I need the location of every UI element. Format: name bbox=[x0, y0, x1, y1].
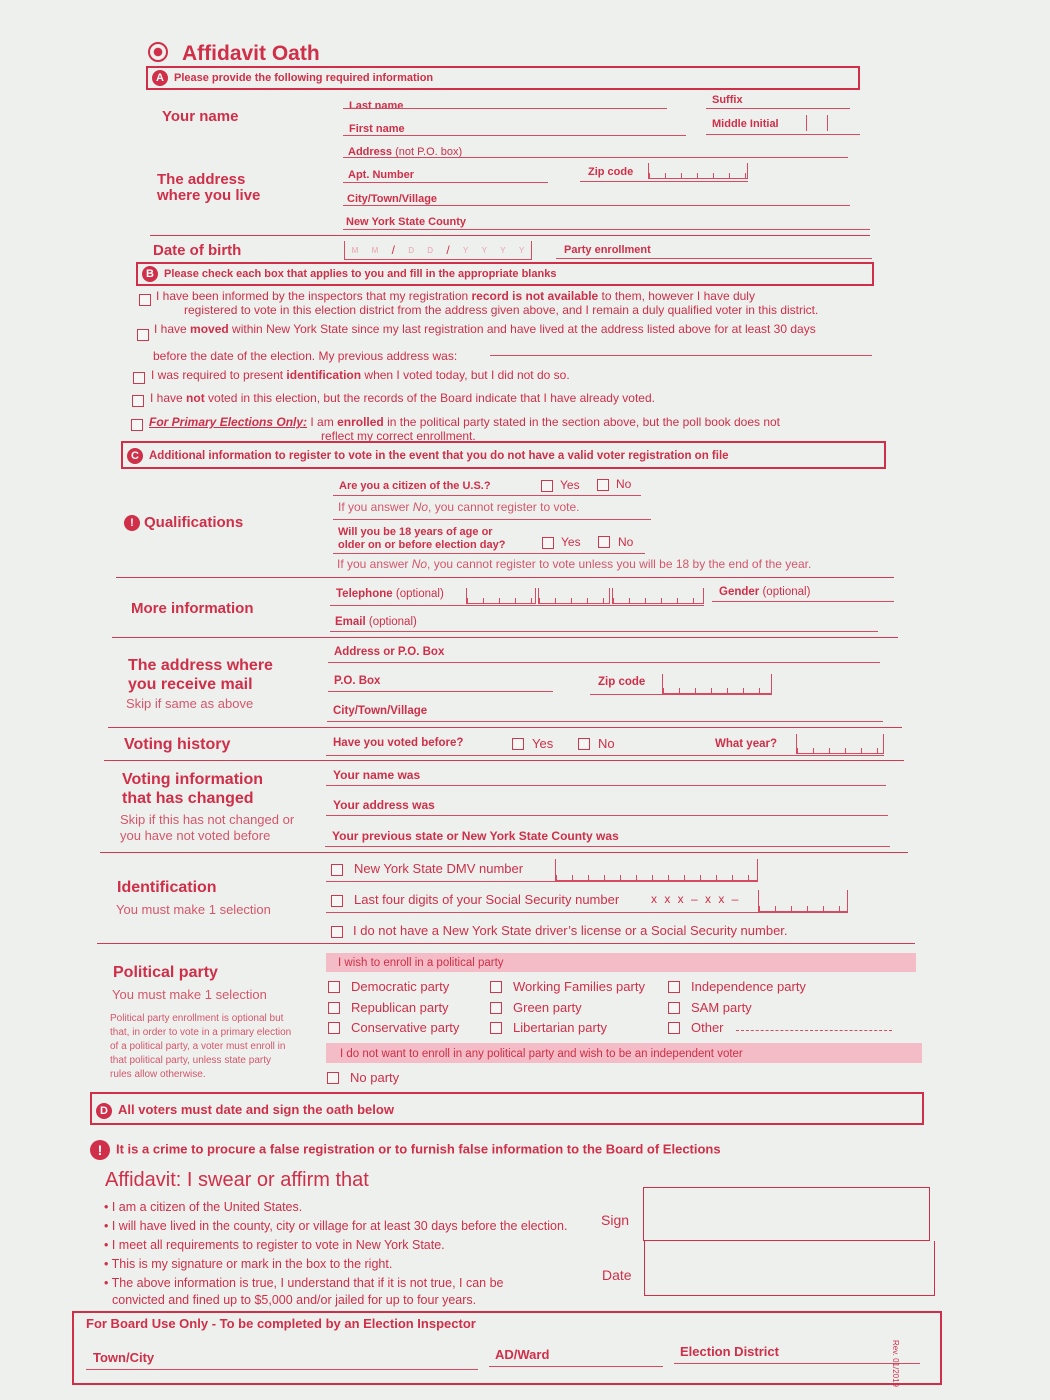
b2-b: moved bbox=[190, 322, 229, 336]
independence-checkbox[interactable] bbox=[668, 981, 680, 993]
address-po-label: Address or P.O. Box bbox=[334, 646, 445, 658]
voted-yes-checkbox[interactable] bbox=[512, 738, 524, 750]
prev-county-field[interactable] bbox=[325, 846, 890, 847]
changed-heading-2: that has changed bbox=[122, 790, 254, 807]
record-not-available-text bbox=[156, 289, 876, 317]
last-name-label: Last name bbox=[349, 100, 404, 112]
section-a-badge: A bbox=[152, 70, 168, 86]
republican-checkbox[interactable] bbox=[328, 1002, 340, 1014]
age-q1: Will you be 18 years of age or bbox=[338, 526, 493, 538]
primary-enrolled-text bbox=[149, 415, 869, 443]
ssn-underline bbox=[326, 912, 848, 913]
bullet-4-text: This is my signature or mark in the box to the right. bbox=[111, 1257, 393, 1271]
b4-c: voted in this election, but the records of the Board indicate that I have already voted. bbox=[204, 391, 655, 405]
b3-a: I was required to present bbox=[151, 368, 287, 382]
gender-field[interactable] bbox=[712, 601, 894, 602]
telephone-optional: (optional) bbox=[395, 588, 444, 600]
cn-a: If you answer bbox=[338, 500, 413, 514]
age-yes-checkbox[interactable] bbox=[542, 537, 554, 549]
dob-heading: Date of birth bbox=[153, 242, 242, 259]
party-fine-print bbox=[110, 1012, 291, 1082]
bullet-1-text: I am a citizen of the United States. bbox=[111, 1200, 303, 1214]
voted-no-label: No bbox=[598, 736, 615, 751]
citizen-yes-checkbox[interactable] bbox=[541, 480, 553, 492]
mail-skip-note: Skip if same as above bbox=[126, 696, 254, 711]
dob-sep2: / bbox=[446, 243, 450, 257]
mail-zip-label: Zip code bbox=[598, 676, 646, 688]
b5-b: I am bbox=[307, 415, 338, 429]
ssn-boxes[interactable] bbox=[758, 890, 848, 912]
changed-skip-2: you have not voted before bbox=[120, 828, 271, 843]
moved-text bbox=[154, 322, 874, 336]
b3-c: when I voted today, but I did not do so. bbox=[361, 368, 570, 382]
enroll-banner-text: I wish to enroll in a political party bbox=[338, 957, 504, 969]
section-a-text: Please provide the following required information bbox=[174, 71, 434, 84]
sign-label: Sign bbox=[601, 1212, 630, 1228]
dmv-label: New York State DMV number bbox=[354, 861, 524, 876]
qualifications-heading bbox=[124, 514, 243, 531]
b5-a: For Primary Elections Only: bbox=[149, 415, 308, 429]
primary-enrolled-checkbox[interactable] bbox=[131, 419, 143, 431]
fine-2: that, in order to vote in a primary election bbox=[110, 1027, 292, 1038]
other-party-checkbox[interactable] bbox=[668, 1022, 680, 1034]
b1-b: record is not available bbox=[471, 289, 599, 303]
party-enrollment-field[interactable] bbox=[556, 258, 872, 259]
age-no-checkbox[interactable] bbox=[598, 536, 610, 548]
working-families-label: Working Families party bbox=[513, 979, 645, 994]
mail-heading-1: The address where bbox=[128, 657, 273, 674]
email-optional: (optional) bbox=[368, 616, 417, 628]
bullet-3: • I meet all requirements to register to vote in New York State. bbox=[104, 1238, 445, 1252]
town-city-label: Town/City bbox=[93, 1350, 155, 1365]
fine-1: Political party enrollment is optional but bbox=[110, 1013, 284, 1024]
age-note bbox=[337, 557, 811, 571]
email-label bbox=[335, 616, 417, 628]
last-name-field[interactable] bbox=[343, 108, 667, 109]
age-q2: older on or before election day? bbox=[338, 539, 506, 551]
dmv-underline bbox=[326, 881, 758, 882]
mail-city-field[interactable] bbox=[327, 721, 883, 722]
section-b-badge: B bbox=[142, 266, 158, 282]
identification-note: You must make 1 selection bbox=[116, 902, 271, 917]
b3-b: identification bbox=[286, 368, 362, 382]
identification-divider bbox=[97, 943, 915, 944]
mail-zip-boxes[interactable] bbox=[662, 674, 772, 694]
name-was-label: Your name was bbox=[333, 768, 421, 782]
gender-text: Gender bbox=[719, 586, 760, 598]
b5-c: enrolled bbox=[337, 415, 384, 429]
dob-d2: D bbox=[427, 245, 434, 255]
citizen-note-underline bbox=[333, 519, 651, 520]
mail-heading-2: you receive mail bbox=[128, 676, 253, 693]
dob-y2: Y bbox=[481, 245, 487, 255]
political-party-note: You must make 1 selection bbox=[112, 987, 267, 1002]
section-d-text: All voters must date and sign the oath below bbox=[118, 1102, 394, 1117]
democratic-label: Democratic party bbox=[351, 979, 450, 994]
b2-c: within New York State since my last registration and have lived at the address listed above for at least 30 days bbox=[228, 322, 816, 336]
section-b-text: Please check each box that applies to you and fill in the appropriate blanks bbox=[164, 267, 557, 280]
board-use-title: For Board Use Only - To be completed by an Election Inspector bbox=[86, 1316, 476, 1331]
telephone-underline bbox=[330, 605, 704, 606]
what-year-boxes[interactable] bbox=[796, 734, 884, 754]
dmv-checkbox[interactable] bbox=[331, 864, 343, 876]
more-info-divider bbox=[112, 637, 898, 638]
changed-skip-1: Skip if this has not changed or bbox=[120, 812, 295, 827]
qualifications-divider bbox=[116, 577, 894, 578]
citizen-yes-label: Yes bbox=[560, 478, 580, 492]
town-city-field[interactable] bbox=[86, 1369, 478, 1370]
fine-4: that political party, unless state party bbox=[110, 1055, 272, 1066]
telephone-exchange-boxes[interactable] bbox=[538, 588, 610, 604]
zip-boxes[interactable] bbox=[648, 163, 748, 179]
ad-ward-field[interactable] bbox=[489, 1366, 663, 1367]
dob-m2: M bbox=[371, 245, 379, 255]
no-party-checkbox[interactable] bbox=[327, 1072, 339, 1084]
other-party-field[interactable] bbox=[736, 1030, 892, 1031]
citizen-no-checkbox[interactable] bbox=[597, 479, 609, 491]
telephone-number-boxes[interactable] bbox=[612, 588, 704, 604]
telephone-label bbox=[336, 588, 444, 600]
section-d-badge: D bbox=[96, 1103, 112, 1119]
citizen-no-label: No bbox=[616, 477, 632, 491]
what-year-label: What year? bbox=[715, 738, 777, 750]
moved-checkbox[interactable] bbox=[137, 329, 149, 341]
po-box-field[interactable] bbox=[328, 691, 553, 692]
election-district-field[interactable] bbox=[674, 1363, 920, 1364]
an-c: , you cannot register to vote unless you will be 18 by the end of the year. bbox=[427, 557, 812, 571]
middle-initial-underline bbox=[706, 134, 860, 135]
identification-heading: Identification bbox=[117, 879, 217, 896]
sam-label: SAM party bbox=[691, 1000, 752, 1015]
voting-history-divider bbox=[104, 760, 904, 761]
section-b-title bbox=[142, 266, 556, 282]
ssn-checkbox[interactable] bbox=[331, 895, 343, 907]
city-label: City/Town/Village bbox=[347, 193, 438, 205]
previous-address-label: before the date of the election. My previous address was: bbox=[153, 349, 458, 363]
bullet-4: • This is my signature or mark in the box to the right. bbox=[104, 1257, 393, 1271]
more-info-heading: More information bbox=[131, 600, 254, 617]
dob-d1: D bbox=[408, 245, 414, 255]
voted-no-checkbox[interactable] bbox=[578, 738, 590, 750]
green-checkbox[interactable] bbox=[490, 1002, 502, 1014]
first-name-field[interactable] bbox=[343, 135, 686, 136]
signature-box[interactable] bbox=[643, 1187, 930, 1241]
first-name-label: First name bbox=[349, 123, 405, 135]
section-c-title bbox=[127, 448, 729, 464]
address-heading-line2: where you live bbox=[157, 187, 261, 204]
date-label: Date bbox=[602, 1267, 632, 1283]
dob-y3: Y bbox=[500, 245, 506, 255]
election-district-label: Election District bbox=[680, 1344, 779, 1359]
bullet-5-text: The above information is true, I understand that if it is not true, I can be bbox=[111, 1276, 504, 1290]
age-yes-label: Yes bbox=[561, 535, 581, 549]
seal-icon bbox=[148, 42, 168, 62]
an-a: If you answer bbox=[337, 557, 412, 571]
sam-checkbox[interactable] bbox=[668, 1002, 680, 1014]
section-c-badge: C bbox=[127, 448, 143, 464]
no-id-label: I do not have a New York State driver’s license or a Social Security number. bbox=[353, 923, 788, 938]
ad-ward-label: AD/Ward bbox=[495, 1347, 550, 1362]
apt-field[interactable] bbox=[343, 182, 548, 183]
gender-optional: (optional) bbox=[762, 586, 811, 598]
independence-label: Independence party bbox=[691, 979, 806, 994]
conservative-checkbox[interactable] bbox=[328, 1022, 340, 1034]
libertarian-checkbox[interactable] bbox=[490, 1022, 502, 1034]
cn-b: No bbox=[412, 500, 429, 514]
identification-checkbox[interactable] bbox=[133, 372, 145, 384]
ssn-label: Last four digits of your Social Security number bbox=[354, 892, 620, 907]
prev-county-label: Your previous state or New York State County was bbox=[332, 829, 619, 843]
b1-d: registered to vote in this election district from the address given above, and I remain a duly qualified voter in this district. bbox=[184, 303, 819, 317]
name-was-field[interactable] bbox=[326, 785, 886, 786]
qualifications-text: Qualifications bbox=[144, 514, 244, 531]
conservative-label: Conservative party bbox=[351, 1020, 460, 1035]
address-was-label: Your address was bbox=[333, 798, 435, 812]
email-field[interactable] bbox=[330, 631, 878, 632]
bullet-2: • I will have lived in the county, city or village for at least 30 days before the election. bbox=[104, 1219, 568, 1233]
b1-a: I have been informed by the inspectors that my registration bbox=[156, 289, 472, 303]
democratic-checkbox[interactable] bbox=[328, 981, 340, 993]
dob-boxes[interactable] bbox=[344, 241, 532, 260]
dob-sep1: / bbox=[391, 243, 395, 257]
working-families-checkbox[interactable] bbox=[490, 981, 502, 993]
bullet-5-cont: convicted and fined up to $5,000 and/or jailed for up to four years. bbox=[112, 1293, 477, 1307]
warning-icon: ! bbox=[90, 1140, 110, 1160]
record-not-available-checkbox[interactable] bbox=[139, 294, 151, 306]
zip-label: Zip code bbox=[588, 166, 634, 178]
changed-divider bbox=[100, 852, 908, 853]
dmv-boxes[interactable] bbox=[555, 859, 758, 881]
political-party-heading: Political party bbox=[113, 964, 218, 981]
no-id-checkbox[interactable] bbox=[331, 926, 343, 938]
section-a-divider bbox=[150, 235, 870, 236]
alert-icon: ! bbox=[124, 515, 140, 531]
bullet-2-text: I will have lived in the county, city or village for at least 30 days before the election. bbox=[111, 1219, 568, 1233]
bullet-1: • I am a citizen of the United States. bbox=[104, 1200, 303, 1214]
fine-5: rules allow otherwise. bbox=[110, 1069, 206, 1080]
cn-c: , you cannot register to vote. bbox=[428, 500, 580, 514]
dob-y1: Y bbox=[463, 245, 469, 255]
address-was-field[interactable] bbox=[326, 815, 888, 816]
affidavit-title: Affidavit: I swear or affirm that bbox=[105, 1169, 369, 1191]
county-field[interactable] bbox=[343, 229, 870, 230]
b5-d: in the political party stated in the section above, but the poll book does not bbox=[383, 415, 781, 429]
dob-y4: Y bbox=[518, 245, 525, 255]
address-heading-line1: The address bbox=[157, 171, 246, 188]
crime-warning bbox=[90, 1140, 721, 1160]
libertarian-label: Libertarian party bbox=[513, 1020, 607, 1035]
citizen-note bbox=[338, 500, 579, 514]
b5-e: reflect my correct enrollment. bbox=[321, 429, 476, 443]
no-party-label: No party bbox=[350, 1070, 400, 1085]
mail-divider bbox=[108, 727, 902, 728]
your-name-heading: Your name bbox=[162, 108, 239, 125]
changed-info-heading bbox=[122, 770, 263, 808]
mail-zip-underline bbox=[590, 694, 772, 695]
suffix-field[interactable] bbox=[706, 108, 850, 109]
address-field[interactable] bbox=[343, 157, 848, 158]
bullet-5: • The above information is true, I understand that if it is not true, I can be bbox=[104, 1276, 504, 1290]
an-b: No bbox=[411, 557, 428, 571]
already-voted-text bbox=[150, 391, 655, 405]
identification-text bbox=[151, 368, 570, 382]
county-label: New York State County bbox=[346, 216, 467, 228]
section-c-text: Additional information to register to vote in the event that you do not have a valid voter registration on file bbox=[149, 450, 729, 463]
mail-city-label: City/Town/Village bbox=[333, 705, 428, 717]
voting-history-heading: Voting history bbox=[124, 736, 231, 753]
b2-a: I have bbox=[154, 322, 191, 336]
date-box[interactable] bbox=[644, 1241, 935, 1296]
bullet-3-text: I meet all requirements to register to vote in New York State. bbox=[111, 1238, 445, 1252]
green-label: Green party bbox=[513, 1000, 582, 1015]
citizen-question: Are you a citizen of the U.S.? bbox=[339, 480, 491, 492]
previous-address-field[interactable] bbox=[490, 355, 872, 356]
suffix-label: Suffix bbox=[712, 94, 743, 106]
telephone-area-boxes[interactable] bbox=[466, 588, 536, 604]
page-title: Affidavit Oath bbox=[182, 42, 320, 65]
no-party-banner-text: I do not want to enroll in any political party and wish to be an independent voter bbox=[340, 1048, 743, 1060]
middle-initial-box[interactable] bbox=[806, 115, 828, 131]
section-d-title bbox=[96, 1102, 394, 1119]
other-party-label: Other bbox=[691, 1020, 724, 1035]
city-field[interactable] bbox=[343, 205, 850, 206]
voted-yes-label: Yes bbox=[532, 736, 554, 751]
gender-label bbox=[719, 586, 810, 598]
section-a-title bbox=[152, 70, 433, 86]
mail-address-heading bbox=[128, 656, 273, 694]
changed-skip-note bbox=[120, 812, 294, 844]
citizen-underline bbox=[333, 495, 641, 496]
po-box-label: P.O. Box bbox=[334, 675, 381, 687]
voted-before-question: Have you voted before? bbox=[333, 737, 464, 749]
already-voted-checkbox[interactable] bbox=[132, 395, 144, 407]
voting-history-underline bbox=[326, 755, 884, 756]
b4-a: I have bbox=[150, 391, 187, 405]
email-text: Email bbox=[335, 616, 366, 628]
b1-c: to them, however I have duly bbox=[598, 289, 755, 303]
revision-label: Rev. 01/2019 bbox=[891, 1340, 900, 1387]
age-question bbox=[338, 526, 505, 552]
republican-label: Republican party bbox=[351, 1000, 449, 1015]
ssn-mask: x x x – x x – bbox=[651, 892, 741, 906]
address-heading bbox=[157, 172, 260, 204]
changed-heading-1: Voting information bbox=[122, 771, 264, 788]
age-underline bbox=[333, 553, 645, 554]
affidavit-bullets bbox=[104, 1198, 567, 1307]
age-no-label: No bbox=[618, 535, 634, 549]
address-label-text: Address bbox=[348, 146, 393, 158]
address-note: (not P.O. box) bbox=[395, 146, 463, 158]
address-po-field[interactable] bbox=[328, 662, 880, 663]
party-enrollment-label: Party enrollment bbox=[564, 244, 651, 256]
fine-3: of a political party, a voter must enroll in bbox=[110, 1041, 286, 1052]
middle-initial-label: Middle Initial bbox=[712, 118, 779, 130]
dob-m1: M bbox=[351, 245, 359, 255]
crime-warning-text: It is a crime to procure a false registration or to furnish false information to the Board of Elections bbox=[116, 1141, 721, 1157]
b4-b: not bbox=[186, 391, 205, 405]
zip-underline bbox=[580, 181, 748, 182]
apt-label: Apt. Number bbox=[348, 169, 414, 181]
telephone-text: Telephone bbox=[336, 588, 393, 600]
